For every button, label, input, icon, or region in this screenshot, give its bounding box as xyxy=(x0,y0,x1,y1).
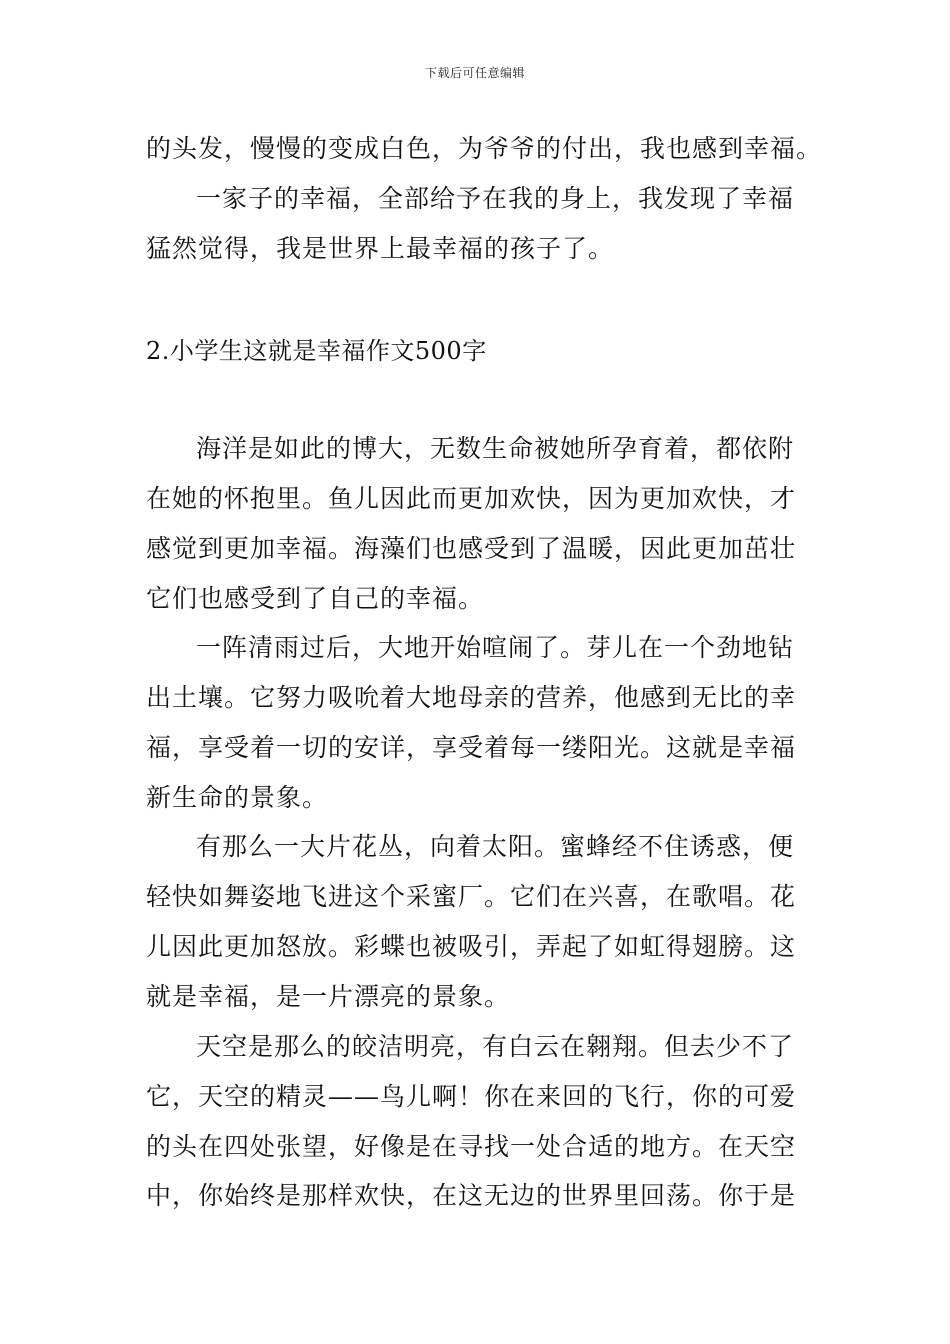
text-line: 福，享受着一切的安详，享受着每一缕阳光。这就是幸福 xyxy=(146,733,797,762)
paragraph-first-line: 有那么一大片花丛，向着太阳。蜜蜂经不住诱惑，便 xyxy=(196,832,795,861)
text-line: 轻快如舞姿地飞进这个采蜜厂。它们在兴喜，在歌唱。花 xyxy=(146,882,797,911)
text-line: 新生命的景象。 xyxy=(146,783,329,812)
text-line: 就是幸福，是一片漂亮的景象。 xyxy=(146,982,511,1011)
text-line: 出土壤。它努力吸吮着大地母亲的营养，他感到无比的幸 xyxy=(146,683,797,712)
text-line: 它们也感受到了自己的幸福。 xyxy=(146,584,485,613)
text-line: 中，你始终是那样欢快，在这无边的世界里回荡。你于是 xyxy=(146,1181,797,1210)
paragraph-first-line: 天空是那么的皎洁明亮，有白云在翱翔。但去少不了 xyxy=(196,1032,795,1061)
text-line: 感觉到更加幸福。海藻们也感受到了温暖，因此更加茁壮 xyxy=(146,534,797,563)
text-line: 的头发，慢慢的变成白色，为爷爷的付出，我也感到幸福。 xyxy=(146,134,823,163)
text-line: 的头在四处张望，好像是在寻找一处合适的地方。在天空 xyxy=(146,1132,797,1161)
section-heading: 2.小学生这就是幸福作文500字 xyxy=(146,337,487,365)
paragraph-first-line: 海洋是如此的博大，无数生命被她所孕育着，都依附 xyxy=(196,434,795,463)
text-line: 在她的怀抱里。鱼儿因此而更加欢快，因为更加欢快，才 xyxy=(146,484,797,513)
page-header: 下载后可任意编辑 xyxy=(424,66,525,80)
text-line: 猛然觉得，我是世界上最幸福的孩子了。 xyxy=(146,234,615,263)
text-line: 它，天空的精灵——鸟儿啊！你在来回的飞行，你的可爱 xyxy=(146,1082,797,1111)
paragraph-first-line: 一家子的幸福，全部给予在我的身上，我发现了幸福 xyxy=(196,184,795,213)
paragraph-first-line: 一阵清雨过后，大地开始喧闹了。芽儿在一个劲地钻 xyxy=(196,633,795,662)
text-line: 儿因此更加怒放。彩蝶也被吸引，弄起了如虹得翅膀。这 xyxy=(146,932,797,961)
